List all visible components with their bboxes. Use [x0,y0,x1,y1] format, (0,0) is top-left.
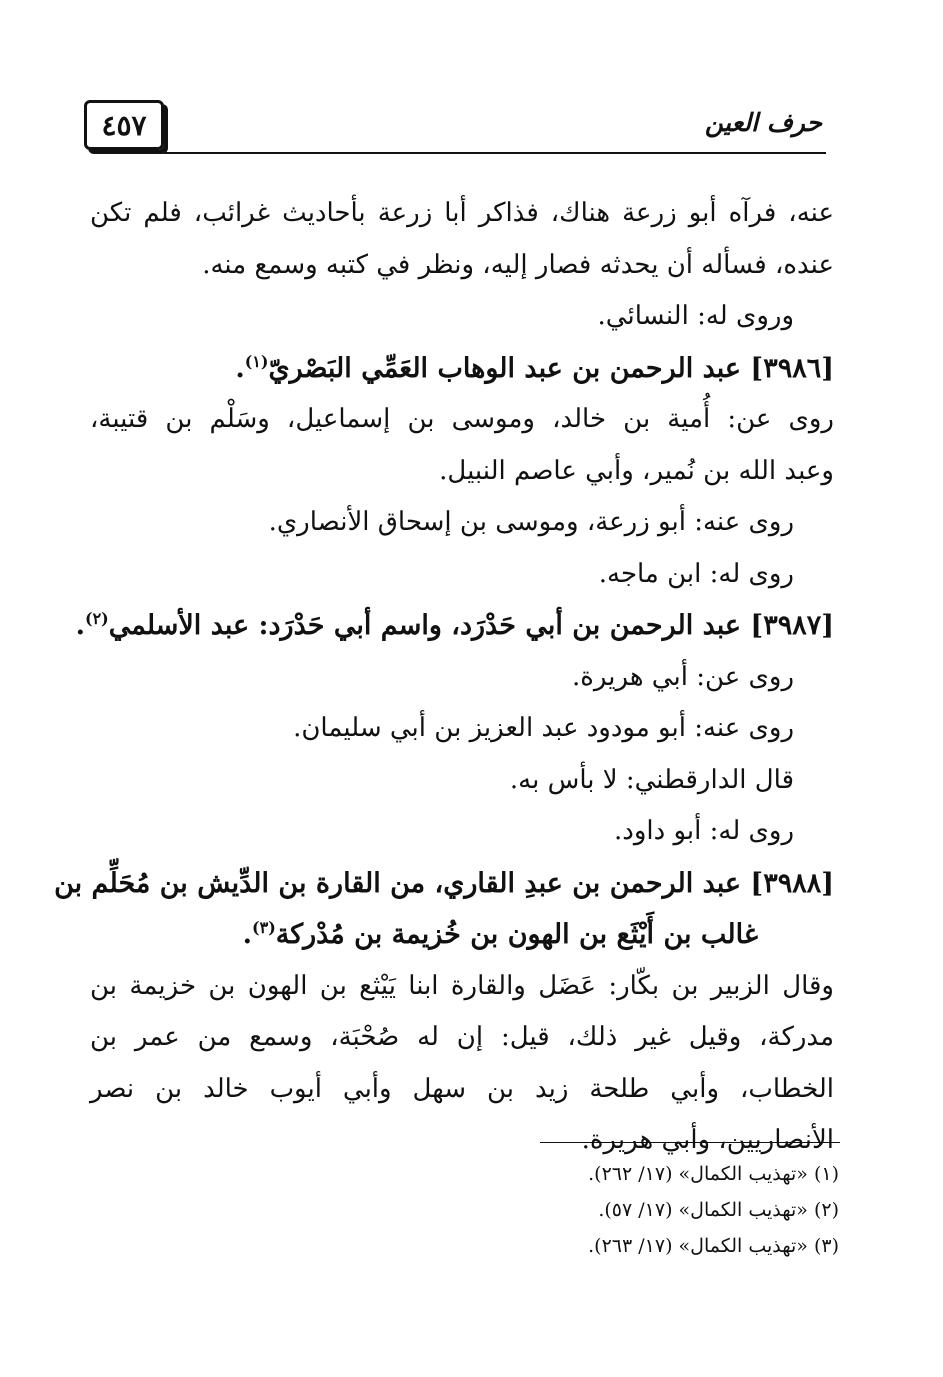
footnotes [439,1156,839,1264]
body-line: وعبد الله بن نُمير، وأبي عاصم النبيل. [439,455,834,486]
entry-heading-text: [٣٩٨٦] عبد الرحمن بن عبد الوهاب العَمِّي البَصْريّ [268,352,834,384]
entry-heading-3987 [75,600,834,652]
body-line: وقال الزبير بن بكّار: عَضَل والقارة ابنا يَيْثع بن الهون بن خزيمة بن [90,970,834,1001]
entry-heading-text: [٣٩٨٧] عبد الرحمن بن أبي حَدْرَد، واسم أبي حَدْرَد: عبد الأسلمي [108,610,834,641]
header-rule [164,152,826,154]
footnote-2: (٢) «تهذيب الكمال» (١٧/ ٥٧). [598,1199,839,1221]
body-line: روى عن: أُمية بن خالد، وموسى بن إسماعيل، وسَلْم بن قتيبة، [90,404,834,434]
body-line: عنه، فرآه أبو زرعة هناك، فذاكر أبا زرعة بأحاديث غرائب، فلم تكن [90,198,834,228]
body-line: روى عنه: أبو مودود عبد العزيز بن أبي سليمان. [293,713,794,743]
entry-end-dot: . [75,610,85,641]
footnote-ref: (١) [244,351,269,371]
entry-end-dot: . [235,352,245,384]
body-line: الخطاب، وأبي طلحة زيد بن سهل وأبي أيوب خالد بن نصر [90,1073,834,1104]
footnote-ref: (٣) [252,918,276,937]
body-line: وروى له: النسائي. [597,301,794,331]
footnote-ref: (٢) [84,609,109,628]
body-line: قال الدارقطني: لا بأس به. [509,764,794,795]
footnote-3: (٣) «تهذيب الكمال» (١٧/ ٢٦٣). [588,1235,839,1257]
body-line: روى له: ابن ماجه. [598,558,794,589]
footnote-separator [540,1142,840,1143]
entry-heading-3986 [90,343,834,395]
entry-heading-text: غالب بن أَيْثَع بن الهون بن خُزيمة بن مُدْركة [275,919,758,950]
page-body [54,188,834,1167]
body-line: روى عن: أبي هريرة. [572,661,794,692]
body-line: الأنصاريين، وأبي هريرة. [581,1125,834,1155]
page-header [84,100,826,156]
body-line: روى له: أبو داود. [614,816,794,846]
footnote-1: (١) «تهذيب الكمال» (١٧/ ٢٦٢). [588,1163,839,1185]
body-line: مدركة، وقيل غير ذلك، قيل: إن له صُحْبَة، وسمع من عمر بن [90,1022,834,1052]
body-line: روى عنه: أبو زرعة، وموسى بن إسحاق الأنصاري. [268,507,794,537]
page-number: ٤٥٧ [101,108,147,142]
running-title: حرف العين [704,108,822,137]
entry-end-dot: . [242,919,253,950]
body-line: عنده، فسأله أن يحدثه فصار إليه، ونظر في كتبه وسمع منه. [202,249,834,280]
entry-heading-3988: [٣٩٨٨] عبد الرحمن بن عبدِ القاري، من القارة بن الدِّيش بن مُحَلِّم بن [54,867,834,899]
page-number-box [84,100,164,150]
entry-heading-3988-cont [90,909,834,961]
